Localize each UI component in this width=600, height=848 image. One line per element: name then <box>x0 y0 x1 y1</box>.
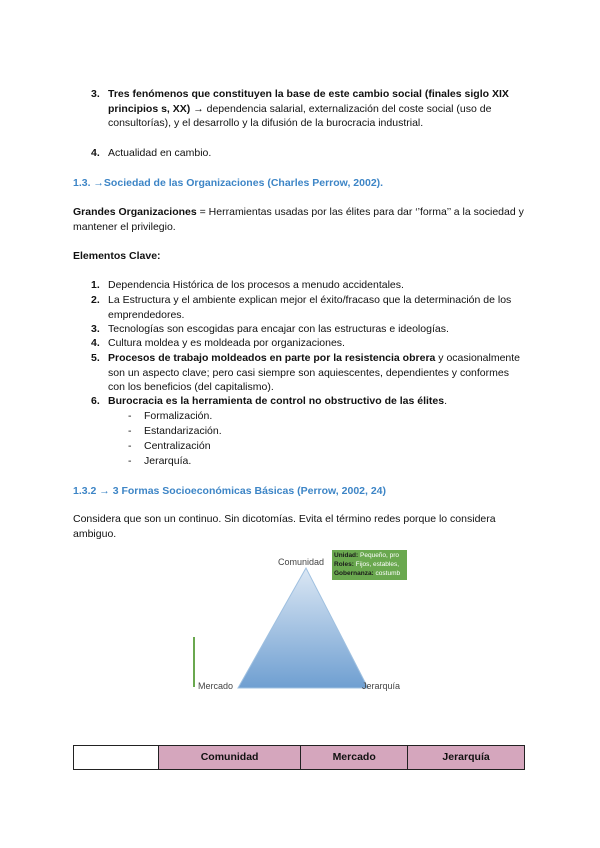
info-value: Pequeño, pro <box>358 552 400 559</box>
section-heading: 1.3.2 → 3 Formas Socioeconómicas Básicas (Perrow, 2002, 24) <box>73 485 387 497</box>
triangle-shape <box>238 568 368 688</box>
list-text <box>108 394 528 409</box>
diagram-label-left: Mercado <box>198 681 234 691</box>
list-number: 4. <box>91 337 100 349</box>
info-row <box>334 560 405 569</box>
list-text-bold: Tres fenómenos que constituyen la base de este cambio social (finales siglo XIX principios s, XX) <box>108 88 509 115</box>
list-text-rest: y ocasionalmente son un aspecto clave; pero casi siempre son aquiescentes, dependientes y conformes con los beneficios (del capitalismo). <box>108 352 521 393</box>
list-text: Tecnologías son escogidas para encajar con las estructuras e ideologías. <box>108 323 449 335</box>
list-title: Elementos Clave: <box>73 250 161 262</box>
sub-list-text: Centralización <box>144 440 211 452</box>
diagram-label-right: Jerarquía <box>362 681 401 691</box>
list-text-rest: → dependencia salarial, externalización del coste social (uso de consultorías), y el desarrollo y la difusión de la burocracia industrial. <box>108 102 492 129</box>
diagram-info-box <box>332 550 407 580</box>
sub-list-text: Estandarización. <box>144 425 222 437</box>
info-row <box>334 569 405 578</box>
green-bar <box>193 637 195 687</box>
list-number: 3. <box>91 88 100 100</box>
list-text: La Estructura y el ambiente explican mejor el éxito/fracaso que la determinación de los emprendedores. <box>108 294 512 321</box>
dash-bullet: - <box>128 410 132 422</box>
list-number: 4. <box>91 147 100 159</box>
table-header-blank <box>74 746 159 770</box>
info-value: costumb <box>373 570 401 577</box>
list-text: Dependencia Histórica de los procesos a menudo accidentales. <box>108 279 404 291</box>
info-row <box>334 551 405 560</box>
list-text: Actualidad en cambio. <box>108 147 212 159</box>
list-text-bold: Procesos de trabajo moldeados en parte por la resistencia obrera <box>108 352 436 364</box>
definition-term: Grandes Organizaciones <box>73 206 197 218</box>
dash-bullet: - <box>128 455 132 467</box>
info-value: Fijos, estables, <box>353 561 400 568</box>
triangle-diagram <box>190 548 420 698</box>
list-number: 5. <box>91 352 100 364</box>
definition-paragraph <box>73 205 528 234</box>
section-heading: 1.3. →Sociedad de las Organizaciones (Charles Perrow, 2002). <box>73 177 384 189</box>
sub-list-text: Formalización. <box>144 410 213 422</box>
body-paragraph: Considera que son un continuo. Sin dicotomías. Evita el término redes porque lo considera ambiguo. <box>73 513 496 540</box>
info-key: Gobernanza: <box>334 570 374 577</box>
diagram-label-top: Comunidad <box>278 557 325 567</box>
info-key: Roles: <box>334 561 354 568</box>
sub-list-text: Jerarquía. <box>144 455 192 467</box>
list-number: 3. <box>91 323 100 335</box>
dash-bullet: - <box>128 425 132 437</box>
table-header-jerarquia: Jerarquía <box>408 746 525 770</box>
list-text <box>108 351 528 395</box>
list-text-bold: Burocracia es la herramienta de control no obstructivo de las élites <box>108 395 445 407</box>
list-number: 1. <box>91 279 100 291</box>
table-header-mercado: Mercado <box>301 746 408 770</box>
list-text-rest: . <box>444 395 448 407</box>
table-header-row <box>74 746 525 770</box>
dash-bullet: - <box>128 440 132 452</box>
info-key: Unidad: <box>334 552 359 559</box>
list-number: 6. <box>91 395 100 407</box>
definition-text: = Herramientas usadas por las élites para dar ‘’forma’’ a la sociedad y mantener el privilegio. <box>73 206 524 233</box>
comparison-table <box>73 745 525 770</box>
list-number: 2. <box>91 294 100 306</box>
list-text: Cultura moldea y es moldeada por organizaciones. <box>108 337 345 349</box>
table-header-comunidad: Comunidad <box>159 746 301 770</box>
list-text <box>108 87 528 131</box>
